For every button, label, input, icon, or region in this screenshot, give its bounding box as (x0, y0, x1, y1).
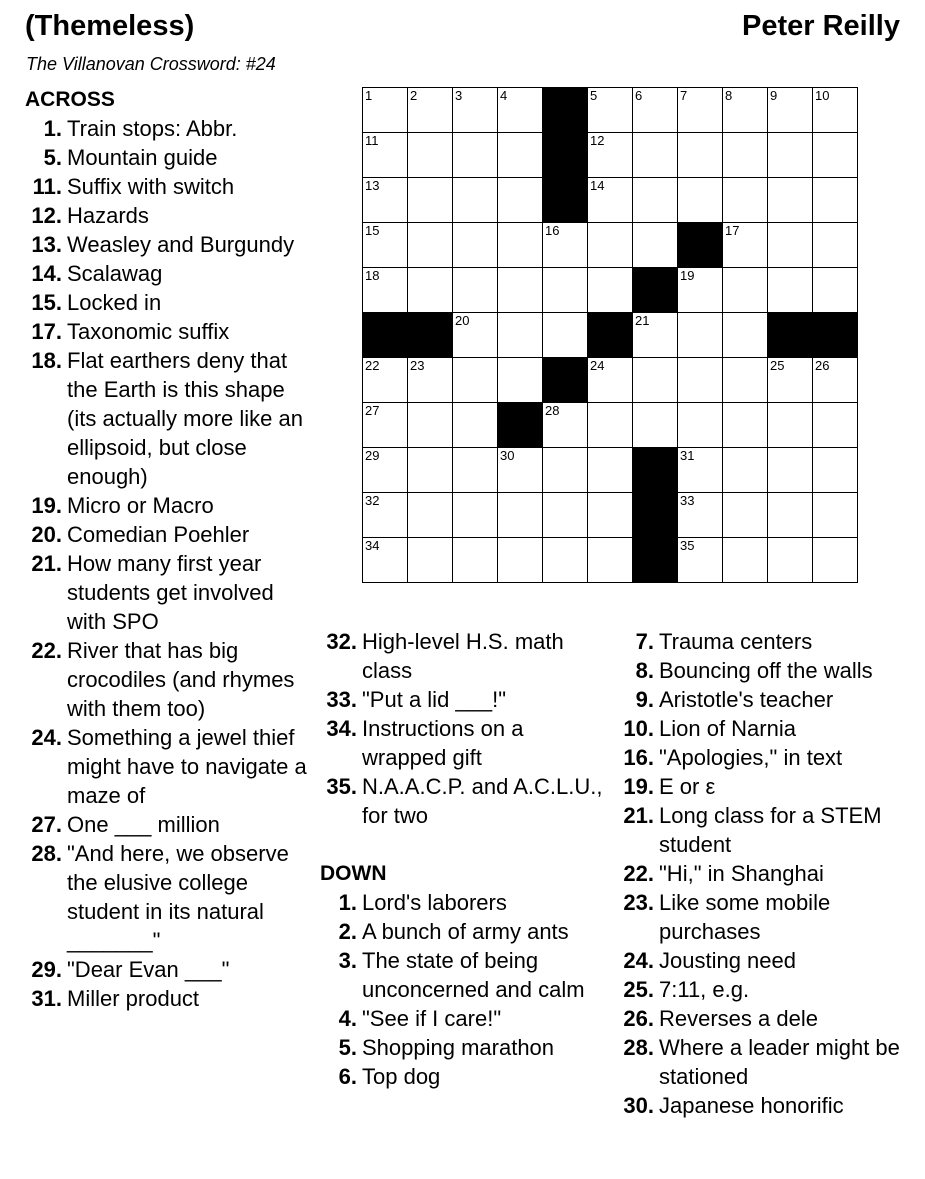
clue-item (615, 743, 915, 772)
clue-item (320, 888, 610, 917)
clue-number: 4. (338, 1006, 357, 1031)
clue-item (615, 1091, 915, 1120)
grid-cell[interactable] (588, 358, 633, 403)
grid-cell[interactable] (678, 268, 723, 313)
grid-cell[interactable] (543, 538, 588, 583)
black-square (408, 313, 453, 358)
cell-number: 31 (680, 448, 695, 463)
clue-text: "Put a lid ___!" (362, 687, 507, 712)
grid-cell[interactable] (408, 493, 453, 538)
grid-cell[interactable] (408, 403, 453, 448)
black-square (588, 313, 633, 358)
grid-cell[interactable] (768, 403, 813, 448)
clue-text: Jousting need (659, 948, 796, 973)
grid-cell[interactable] (813, 538, 858, 583)
grid-cell[interactable] (453, 403, 498, 448)
grid-cell[interactable] (408, 268, 453, 313)
clue-item (615, 656, 915, 685)
grid-cell[interactable] (768, 133, 813, 178)
cell-number: 3 (455, 88, 463, 103)
clue-text: Weasley and Burgundy (67, 232, 295, 257)
cell-number: 4 (500, 88, 508, 103)
grid-cell[interactable] (588, 448, 633, 493)
clue-number: 21. (31, 551, 62, 576)
cell-number: 19 (680, 268, 695, 283)
clue-number: 5. (338, 1035, 357, 1060)
cell-number: 27 (365, 403, 380, 418)
grid-cell[interactable] (768, 493, 813, 538)
grid-cell[interactable] (768, 538, 813, 583)
grid-cell[interactable] (363, 493, 408, 538)
cell-number: 15 (365, 223, 380, 238)
down-clue-list (320, 888, 610, 1091)
grid-cell[interactable] (363, 403, 408, 448)
grid-cell[interactable] (633, 88, 678, 133)
clue-number: 25. (623, 977, 654, 1002)
clue-item (25, 259, 310, 288)
grid-cell[interactable] (678, 358, 723, 403)
cell-number: 8 (725, 88, 733, 103)
puzzle-subtitle: The Villanovan Crossword: #24 (26, 54, 276, 74)
clue-text: Like some mobile purchases (659, 890, 831, 944)
cell-number: 6 (635, 88, 643, 103)
grid-cell[interactable] (678, 403, 723, 448)
grid-cell[interactable] (543, 313, 588, 358)
grid-cell[interactable] (453, 493, 498, 538)
clue-text: E or ε (659, 774, 716, 799)
grid-cell[interactable] (363, 538, 408, 583)
clue-text: Top dog (362, 1064, 441, 1089)
grid-cell[interactable] (678, 538, 723, 583)
clue-text: Bouncing off the walls (659, 658, 873, 683)
clue-text: Something a jewel thief might have to navigate a maze of (67, 725, 307, 808)
black-square (633, 448, 678, 493)
clue-text: "Apologies," in text (659, 745, 843, 770)
clue-text: High-level H.S. math class (362, 629, 564, 683)
clue-text: A bunch of army ants (362, 919, 569, 944)
clue-item (25, 172, 310, 201)
clue-text: One ___ million (67, 812, 220, 837)
puzzle-author: Peter Reilly (742, 10, 900, 42)
cell-number: 11 (365, 133, 379, 148)
clue-text: "Hi," in Shanghai (659, 861, 824, 886)
grid-cell[interactable] (723, 313, 768, 358)
clue-text: How many first year students get involved with SPO (67, 551, 274, 634)
grid-cell[interactable] (588, 178, 633, 223)
grid-cell[interactable] (768, 178, 813, 223)
clue-number: 29. (31, 957, 62, 982)
clue-item (320, 627, 610, 685)
grid-cell[interactable] (723, 268, 768, 313)
grid-cell[interactable] (588, 133, 633, 178)
grid-cell[interactable] (723, 178, 768, 223)
grid-cell[interactable] (453, 178, 498, 223)
grid-cell[interactable] (813, 178, 858, 223)
grid-cell[interactable] (678, 448, 723, 493)
grid-cell[interactable] (813, 448, 858, 493)
clue-item (25, 491, 310, 520)
clue-text: Comedian Poehler (67, 522, 250, 547)
clue-number: 2. (338, 919, 357, 944)
clue-item (615, 714, 915, 743)
clue-item (615, 859, 915, 888)
clue-text: Japanese honorific (659, 1093, 844, 1118)
clue-item (320, 1004, 610, 1033)
clue-number: 23. (623, 890, 654, 915)
grid-cell[interactable] (588, 268, 633, 313)
grid-cell[interactable] (498, 133, 543, 178)
clue-text: The state of being unconcerned and calm (362, 948, 585, 1002)
clue-number: 18. (31, 348, 62, 373)
cell-number: 1 (365, 88, 373, 103)
clue-item (25, 955, 310, 984)
cell-number: 9 (770, 88, 778, 103)
grid-cell[interactable] (588, 538, 633, 583)
grid-cell[interactable] (678, 133, 723, 178)
grid-cell[interactable] (633, 133, 678, 178)
grid-cell[interactable] (633, 223, 678, 268)
clue-item (615, 801, 915, 859)
clue-text: N.A.A.C.P. and A.C.L.U., for two (362, 774, 603, 828)
cell-number: 21 (635, 313, 650, 328)
clue-item (615, 685, 915, 714)
cell-number: 24 (590, 358, 605, 373)
grid-cell[interactable] (543, 448, 588, 493)
cell-number: 20 (455, 313, 470, 328)
cell-number: 33 (680, 493, 695, 508)
clue-number: 21. (623, 803, 654, 828)
clue-text: Miller product (67, 986, 200, 1011)
clue-number: 28. (31, 841, 62, 866)
clue-item (25, 839, 310, 955)
grid-cell[interactable] (678, 178, 723, 223)
cell-number: 12 (590, 133, 605, 148)
grid-cell[interactable] (453, 448, 498, 493)
clue-number: 26. (623, 1006, 654, 1031)
grid-cell[interactable] (498, 493, 543, 538)
cell-number: 23 (410, 358, 425, 373)
clue-item (320, 685, 610, 714)
cell-number: 28 (545, 403, 560, 418)
grid-cell[interactable] (408, 358, 453, 403)
clue-number: 1. (338, 890, 357, 915)
clue-text: Micro or Macro (67, 493, 214, 518)
clue-number: 3. (338, 948, 357, 973)
grid-cell[interactable] (813, 223, 858, 268)
clue-number: 9. (635, 687, 654, 712)
clue-item (320, 946, 610, 1004)
grid-cell[interactable] (633, 313, 678, 358)
grid-cell[interactable] (723, 358, 768, 403)
grid-cell[interactable] (813, 493, 858, 538)
clue-number: 8. (635, 658, 654, 683)
grid-cell[interactable] (723, 133, 768, 178)
grid-cell[interactable] (363, 223, 408, 268)
clue-item (25, 549, 310, 636)
grid-cell[interactable] (408, 178, 453, 223)
grid-cell[interactable] (723, 223, 768, 268)
grid-cell[interactable] (498, 448, 543, 493)
clue-item (25, 723, 310, 810)
black-square (498, 403, 543, 448)
grid-cell[interactable] (588, 88, 633, 133)
down-heading: DOWN (320, 862, 387, 885)
grid-cell[interactable] (543, 403, 588, 448)
grid-cell[interactable] (453, 223, 498, 268)
cell-number: 10 (815, 88, 830, 103)
clue-number: 24. (623, 948, 654, 973)
grid-cell[interactable] (543, 493, 588, 538)
black-square (633, 538, 678, 583)
black-square (543, 88, 588, 133)
clue-number: 27. (31, 812, 62, 837)
clue-item (320, 917, 610, 946)
cell-number: 29 (365, 448, 380, 463)
grid-cell[interactable] (408, 88, 453, 133)
grid-cell[interactable] (498, 178, 543, 223)
black-square (633, 268, 678, 313)
grid-cell[interactable] (768, 88, 813, 133)
grid-cell[interactable] (498, 223, 543, 268)
clue-number: 31. (31, 986, 62, 1011)
clue-number: 33. (326, 687, 357, 712)
puzzle-title: (Themeless) (25, 10, 195, 42)
grid-cell[interactable] (768, 223, 813, 268)
clue-item (25, 636, 310, 723)
across-heading: ACROSS (25, 88, 115, 111)
black-square (813, 313, 858, 358)
black-square (543, 178, 588, 223)
grid-cell[interactable] (723, 403, 768, 448)
clue-item (615, 975, 915, 1004)
clue-number: 30. (623, 1093, 654, 1118)
clue-number: 19. (31, 493, 62, 518)
clue-text: Locked in (67, 290, 162, 315)
clue-item (615, 627, 915, 656)
clue-number: 14. (31, 261, 62, 286)
grid-cell[interactable] (363, 358, 408, 403)
clue-text: River that has big crocodiles (and rhymes with them too) (67, 638, 295, 721)
grid-cell[interactable] (453, 268, 498, 313)
cell-number: 35 (680, 538, 695, 553)
clue-item (25, 143, 310, 172)
grid-cell[interactable] (453, 358, 498, 403)
clue-text: Flat earthers deny that the Earth is this shape (its actually more like an ellipsoid, but close enough) (67, 348, 303, 489)
clue-item (320, 1062, 610, 1091)
clue-number: 19. (623, 774, 654, 799)
cell-number: 16 (545, 223, 560, 238)
grid-cell[interactable] (408, 538, 453, 583)
grid-cell[interactable] (363, 178, 408, 223)
grid-cell[interactable] (813, 358, 858, 403)
grid-cell[interactable] (498, 538, 543, 583)
cell-number: 17 (725, 223, 740, 238)
grid-cell[interactable] (453, 88, 498, 133)
clue-number: 1. (43, 116, 62, 141)
clue-number: 7. (635, 629, 654, 654)
clue-text: Lion of Narnia (659, 716, 796, 741)
grid-cell[interactable] (723, 493, 768, 538)
grid-cell[interactable] (408, 448, 453, 493)
black-square (543, 133, 588, 178)
clue-text: "And here, we observe the elusive college student in its natural _______" (67, 841, 289, 953)
grid-cell[interactable] (498, 358, 543, 403)
cell-number: 2 (410, 88, 418, 103)
clue-number: 24. (31, 725, 62, 750)
clue-item (25, 288, 310, 317)
clue-text: "Dear Evan ___" (67, 957, 230, 982)
clue-text: Long class for a STEM student (659, 803, 882, 857)
grid-cell[interactable] (588, 493, 633, 538)
clue-number: 34. (326, 716, 357, 741)
clue-item (25, 346, 310, 491)
clue-item (25, 114, 310, 143)
clue-item (25, 230, 310, 259)
clue-text: Mountain guide (67, 145, 218, 170)
black-square (678, 223, 723, 268)
grid-cell[interactable] (543, 223, 588, 268)
grid-cell[interactable] (363, 268, 408, 313)
crossword-grid (362, 87, 858, 583)
clue-number: 10. (623, 716, 654, 741)
grid-cell[interactable] (768, 268, 813, 313)
clue-number: 6. (338, 1064, 357, 1089)
clue-number: 22. (31, 638, 62, 663)
grid-cell[interactable] (588, 403, 633, 448)
grid-cell[interactable] (633, 403, 678, 448)
clue-item (320, 714, 610, 772)
clue-number: 28. (623, 1035, 654, 1060)
clue-text: Aristotle's teacher (659, 687, 834, 712)
grid-cell[interactable] (813, 133, 858, 178)
cell-number: 13 (365, 178, 380, 193)
clue-item (615, 772, 915, 801)
grid-cell[interactable] (363, 133, 408, 178)
grid-cell[interactable] (768, 358, 813, 403)
clue-item (320, 772, 610, 830)
grid-cell[interactable] (363, 448, 408, 493)
grid-cell[interactable] (453, 133, 498, 178)
clue-number: 11. (32, 174, 62, 199)
clue-number: 32. (326, 629, 357, 654)
clue-number: 17. (31, 319, 62, 344)
grid-cell[interactable] (678, 313, 723, 358)
clue-item (25, 810, 310, 839)
grid-cell[interactable] (633, 358, 678, 403)
grid-cell[interactable] (723, 448, 768, 493)
clue-number: 16. (623, 745, 654, 770)
grid-cell[interactable] (678, 493, 723, 538)
cell-number: 22 (365, 358, 380, 373)
clue-item (615, 888, 915, 946)
grid-cell[interactable] (813, 88, 858, 133)
grid-cell[interactable] (723, 88, 768, 133)
clue-number: 20. (31, 522, 62, 547)
across-clue-list-continued (320, 627, 610, 830)
cell-number: 30 (500, 448, 515, 463)
clue-item (25, 520, 310, 549)
black-square (633, 493, 678, 538)
clue-item (25, 984, 310, 1013)
cell-number: 34 (365, 538, 380, 553)
grid-cell[interactable] (453, 313, 498, 358)
clue-column-middle (320, 627, 610, 1091)
clue-text: Trauma centers (659, 629, 813, 654)
grid-cell[interactable] (633, 178, 678, 223)
cell-number: 25 (770, 358, 785, 373)
black-square (768, 313, 813, 358)
black-square (543, 358, 588, 403)
cell-number: 26 (815, 358, 830, 373)
cell-number: 32 (365, 493, 380, 508)
grid-cell[interactable] (498, 88, 543, 133)
grid-cell[interactable] (813, 268, 858, 313)
clue-text: Instructions on a wrapped gift (362, 716, 524, 770)
clue-text: "See if I care!" (362, 1006, 502, 1031)
clue-text: Train stops: Abbr. (67, 116, 238, 141)
clue-text: 7:11, e.g. (659, 977, 750, 1002)
clue-text: Shopping marathon (362, 1035, 555, 1060)
clue-text: Where a leader might be stationed (659, 1035, 900, 1089)
grid-cell[interactable] (768, 448, 813, 493)
clue-number: 15. (31, 290, 62, 315)
clue-item (615, 1004, 915, 1033)
clue-text: Hazards (67, 203, 149, 228)
clue-number: 35. (326, 774, 357, 799)
clue-text: Suffix with switch (67, 174, 235, 199)
clue-number: 13. (31, 232, 62, 257)
grid-cell[interactable] (498, 268, 543, 313)
across-clue-list (25, 114, 310, 1013)
clue-item (615, 1033, 915, 1091)
cell-number: 5 (590, 88, 598, 103)
grid-cell[interactable] (363, 88, 408, 133)
clue-number: 22. (623, 861, 654, 886)
clue-text: Taxonomic suffix (67, 319, 230, 344)
grid-cell[interactable] (408, 133, 453, 178)
clue-item (25, 201, 310, 230)
clue-text: Reverses a dele (659, 1006, 818, 1031)
grid-cell[interactable] (498, 313, 543, 358)
clue-number: 12. (31, 203, 62, 228)
clue-number: 5. (43, 145, 62, 170)
clue-text: Scalawag (67, 261, 163, 286)
grid-cell[interactable] (543, 268, 588, 313)
grid-cell[interactable] (813, 403, 858, 448)
down-clue-list-continued (615, 627, 915, 1120)
cell-number: 14 (590, 178, 605, 193)
cell-number: 18 (365, 268, 380, 283)
clue-text: Lord's laborers (362, 890, 507, 915)
grid-cell[interactable] (453, 538, 498, 583)
cell-number: 7 (680, 88, 688, 103)
grid-cell[interactable] (678, 88, 723, 133)
clue-item (25, 317, 310, 346)
grid-cell[interactable] (723, 538, 768, 583)
black-square (363, 313, 408, 358)
grid-cell[interactable] (588, 223, 633, 268)
grid-cell[interactable] (408, 223, 453, 268)
clue-item (615, 946, 915, 975)
clue-item (320, 1033, 610, 1062)
